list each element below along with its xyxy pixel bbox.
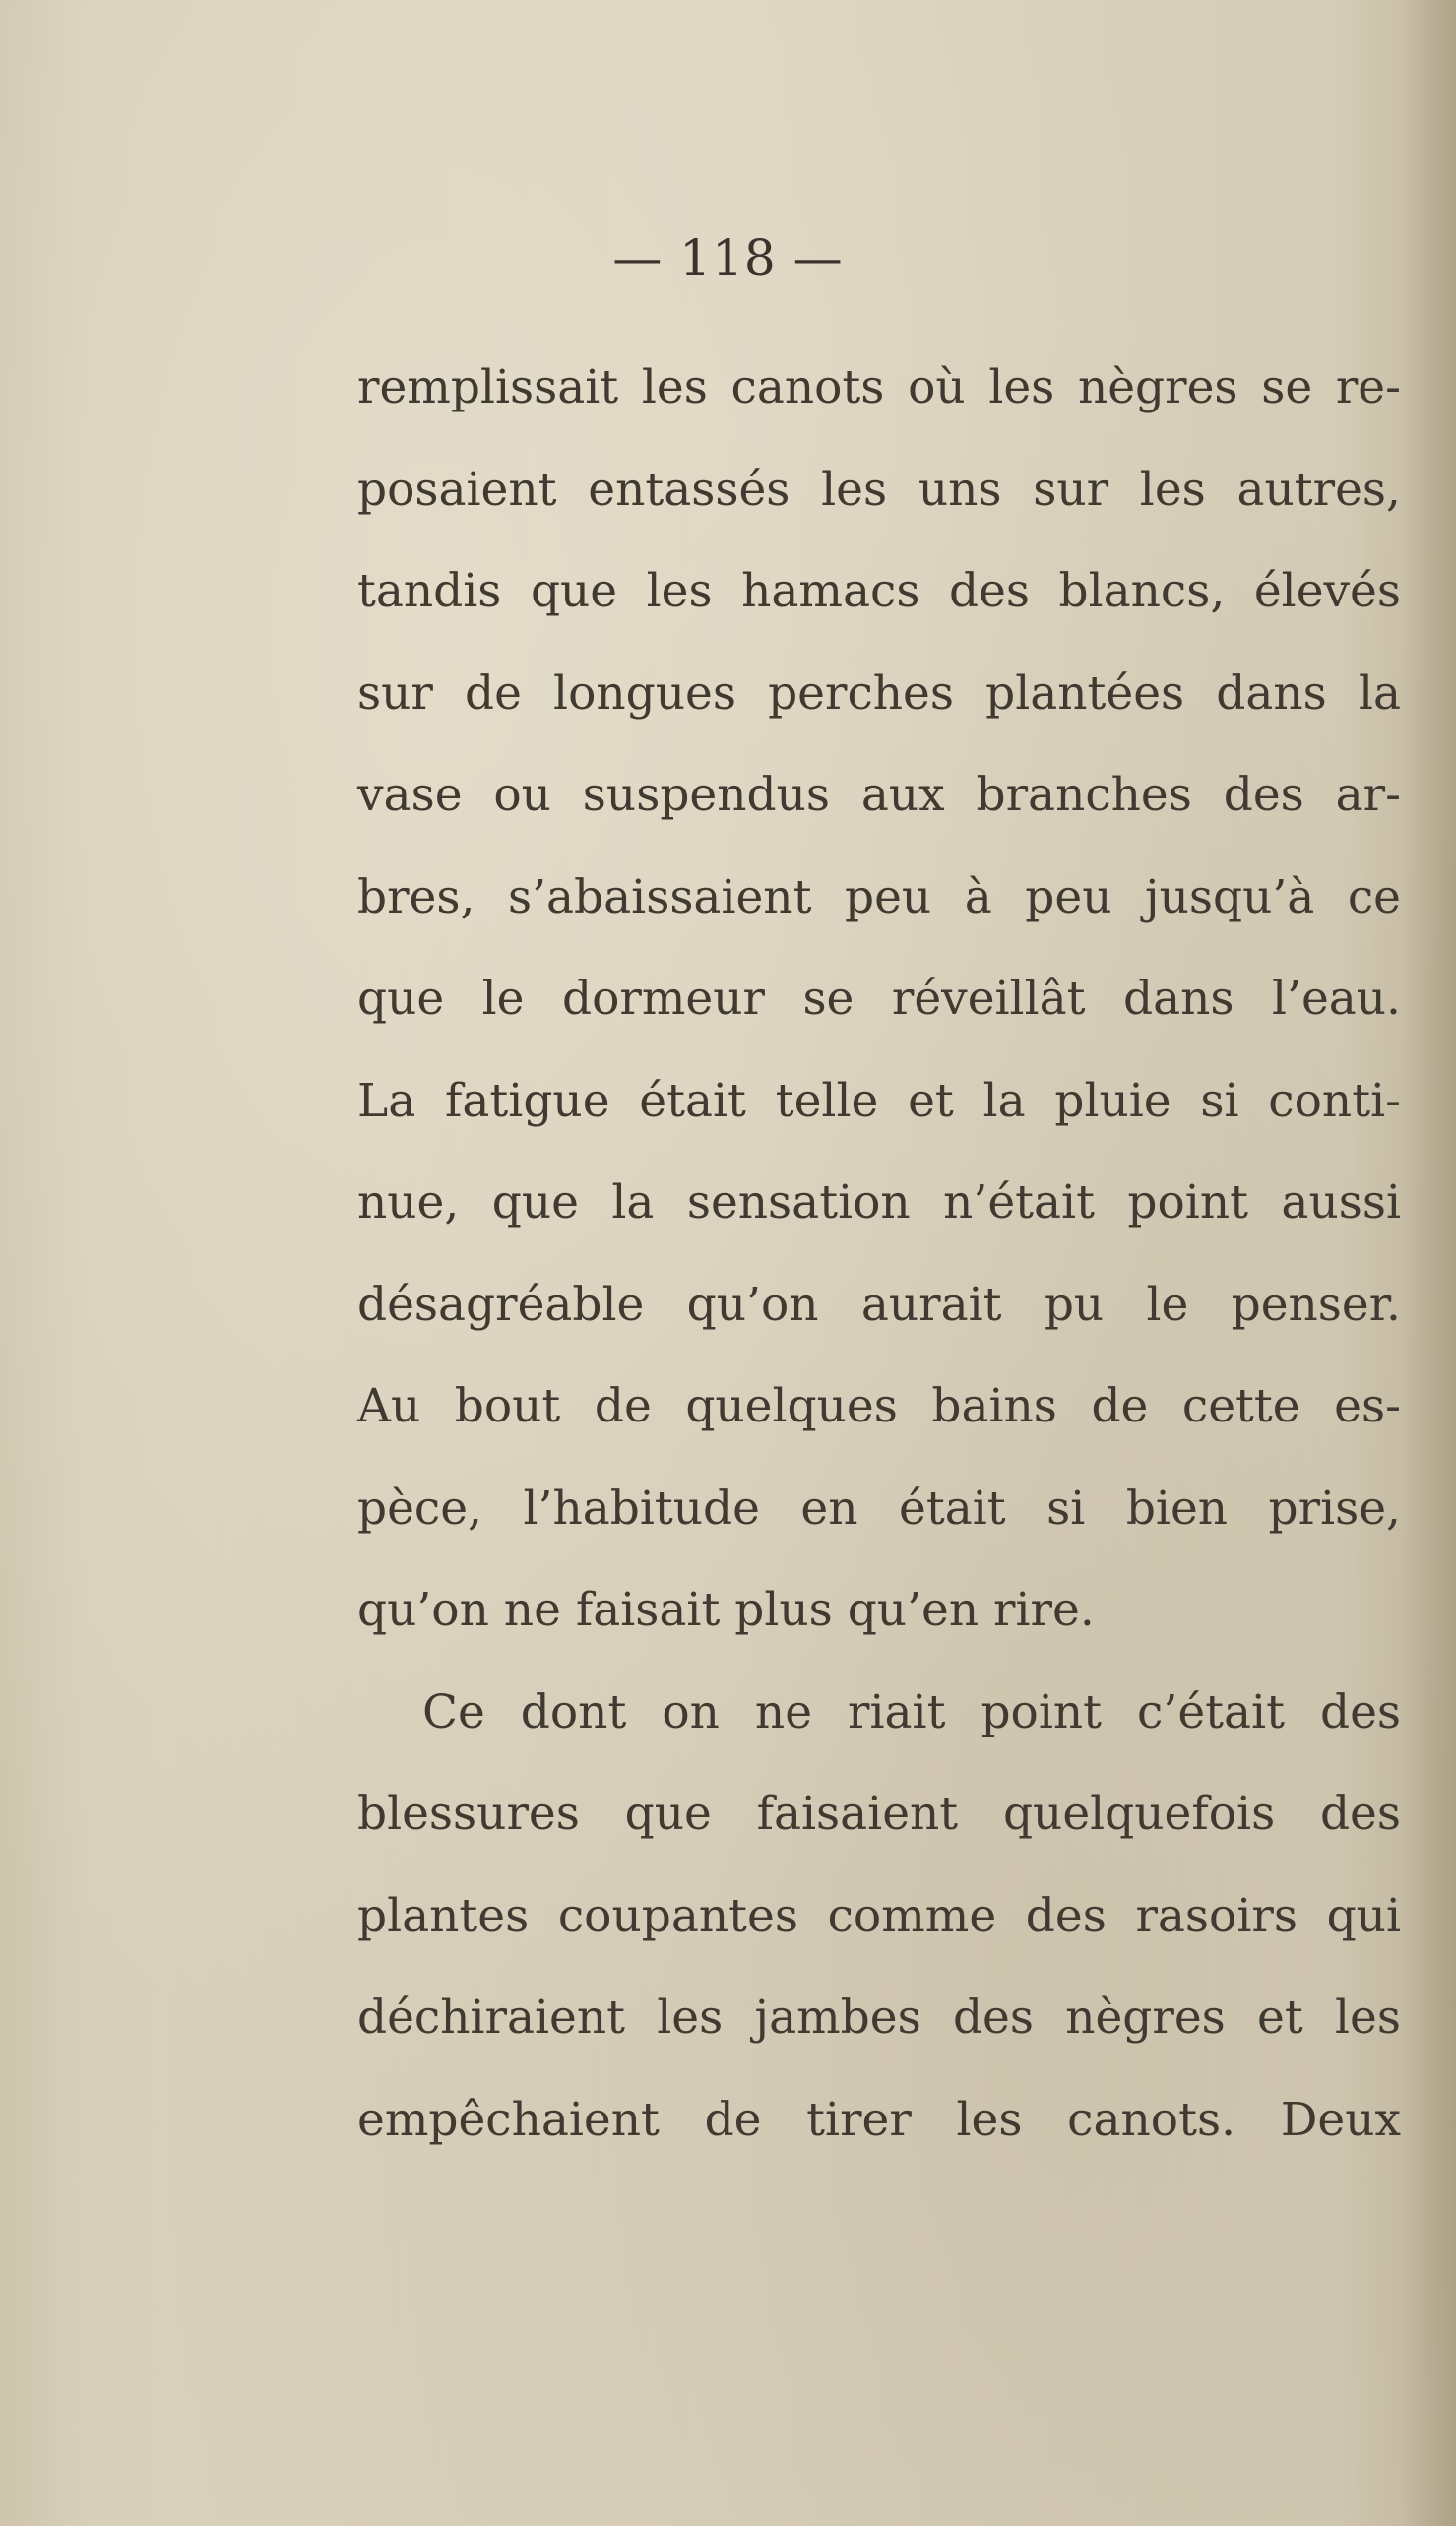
- text-line: désagréable qu’on aurait pu le penser.: [357, 1277, 1401, 1332]
- text-line: nue, que la sensation n’était point aussi: [357, 1175, 1401, 1230]
- text-line: empêchaient de tirer les canots. Deux: [357, 2092, 1401, 2147]
- text-line: posaient entassés les uns sur les autres,: [357, 462, 1401, 517]
- text-line: qu’on ne faisait plus qu’en rire.: [357, 1583, 1095, 1637]
- text-line: blessures que faisaient quelquefois des: [357, 1787, 1401, 1841]
- body-text: [357, 337, 1401, 2171]
- text-line: Au bout de quelques bains de cette es-: [357, 1379, 1401, 1433]
- page-number: — 118 —: [612, 229, 844, 286]
- text-line: sur de longues perches plantées dans la: [357, 665, 1401, 721]
- paragraph-1: [357, 337, 1401, 1662]
- text-line: plantes coupantes comme des rasoirs qui: [357, 1888, 1401, 1943]
- text-line: La fatigue était telle et la pluie si conti-: [357, 1073, 1401, 1128]
- paragraph-2: [357, 1662, 1401, 2172]
- text-line: pèce, l’habitude en était si bien prise,: [357, 1481, 1401, 1536]
- text-line: vase ou suspendus aux branches des ar-: [357, 768, 1401, 822]
- text-line: remplissait les canots où les nègres se re-: [357, 360, 1401, 414]
- page-edge-shadow: [1402, 0, 1456, 2526]
- text-line: que le dormeur se réveillât dans l’eau.: [357, 972, 1401, 1026]
- text-line: bres, s’abaissaient peu à peu jusqu’à ce: [357, 869, 1401, 924]
- text-line: tandis que les hamacs des blancs, élevés: [357, 564, 1401, 618]
- text-line: déchiraient les jambes des nègres et les: [357, 1990, 1401, 2045]
- text-line: Ce dont on ne riait point c’était des: [422, 1684, 1401, 1739]
